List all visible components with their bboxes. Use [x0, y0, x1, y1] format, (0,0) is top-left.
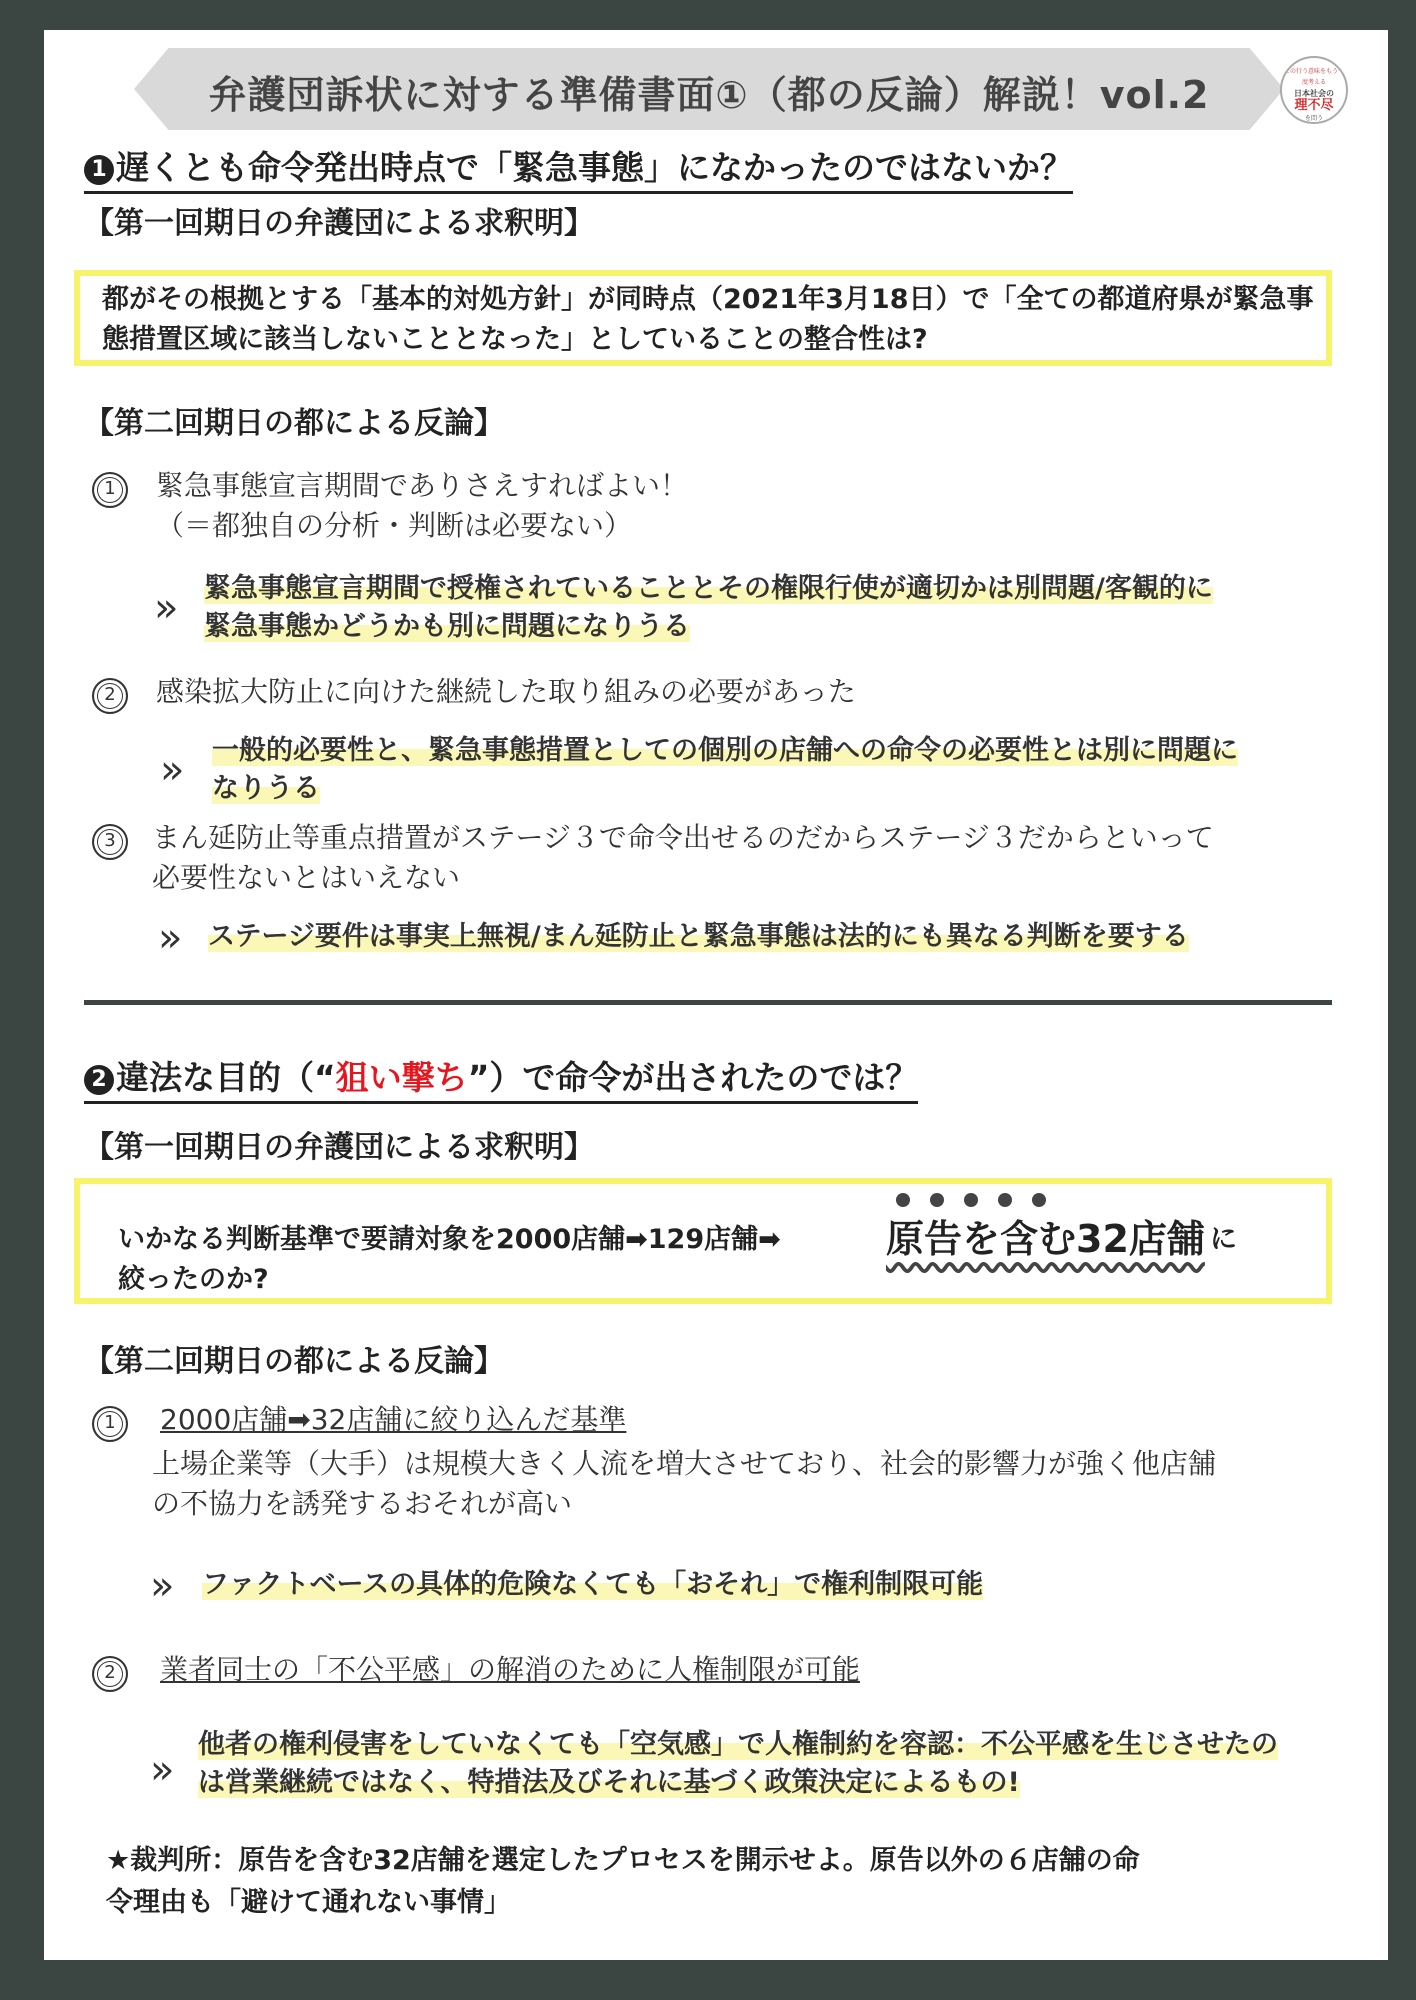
section1-request-label: 【第一回期日の弁護団による求釈明】 — [84, 206, 594, 241]
section1-point1-subtext: （＝都独自の分析・判断は必要ない） — [156, 509, 633, 542]
section1-request-text: 都がその根拠とする「基本的対処方針」が同時点（2021年3月18日）で「全ての都道府県が緊急事態措置区域に該当しないこととなった」としていることの整合性は? — [102, 284, 1314, 355]
chevron-right-icon: » — [158, 915, 175, 961]
comment-line: 一般的必要性と、緊急事態措置としての個別の店舗への命令の必要性とは別に問題に — [212, 735, 1238, 766]
section2-point1-text: 上場企業等（大手）は規模大きく人流を増大させており、社会的影響力が強く他店舗 — [152, 1447, 1217, 1480]
section-divider — [84, 1000, 1332, 1005]
logo-line: 日本社会の — [1294, 89, 1334, 98]
section1-heading — [84, 142, 1073, 194]
section2-request-tail: に — [1210, 1224, 1237, 1255]
request-text: いかなる判断基準で要請対象を2000店舗➡129店舗➡ — [118, 1224, 781, 1255]
court-note-line: ★裁判所：原告を含む32店舗を選定したプロセスを開示せよ。原告以外の６店舗の命 — [106, 1845, 1140, 1876]
point-number-circle: 3 — [92, 824, 128, 860]
logo-tagline: この行う意味をもう一度考える — [1283, 68, 1344, 86]
chevron-right-icon: » — [160, 747, 177, 793]
section2-heading-text: ”）で命令が出されたのでは？ — [467, 1058, 919, 1097]
chevron-right-icon: » — [150, 1747, 167, 1793]
section2-request-line2: 絞ったのか? — [118, 1264, 269, 1295]
section1-number: 1 — [84, 155, 114, 185]
comment-line: ファクトベースの具体的危険なくても「おそれ」で権利制限可能 — [202, 1569, 984, 1600]
section2-point1-title: 2000店舗➡32店舗に絞り込んだ基準 — [160, 1403, 627, 1436]
court-note — [106, 1840, 1140, 1924]
section1-point2-comment — [212, 732, 1238, 808]
section2-heading — [84, 1052, 918, 1104]
section2-point2-title: 業者同士の「不公平感」の解消のために人権制限が可能 — [160, 1653, 861, 1686]
comment-line: は営業継続ではなく、特措法及びそれに基づく政策決定によるもの! — [198, 1767, 1020, 1798]
section1-point1-comment — [204, 570, 1213, 646]
section2-number: 2 — [84, 1065, 114, 1095]
section1-request-box — [74, 270, 1332, 366]
point-number-circle: 1 — [92, 472, 128, 508]
section1-point1-text: 緊急事態宣言期間でありさえすればよい！ — [156, 469, 689, 502]
page-title: 弁護団訴状に対する準備書面①（都の反論）解説！vol.2 — [208, 73, 1210, 117]
section1-point3-text: まん延防止等重点措置がステージ３で命令出せるのだからステージ３だからといって — [152, 821, 1214, 854]
comment-line: ステージ要件は事実上無視/まん延防止と緊急事態は法的にも異なる判断を要する — [208, 921, 1189, 952]
logo-line: を問う — [1304, 115, 1323, 122]
point-number-circle: 2 — [92, 678, 128, 714]
section2-point2-comment — [198, 1726, 1278, 1802]
court-note-line: 令理由も「避けて通れない事情」 — [106, 1887, 511, 1918]
section2-request-emphasis: 原告を含む32店舗 — [886, 1217, 1205, 1261]
chevron-right-icon: » — [150, 1563, 167, 1609]
comment-line: なりうる — [212, 773, 320, 804]
section1-heading-text: 遅くとも命令発出時点で「緊急事態」になかったのではないか？ — [116, 148, 1073, 187]
section2-heading-emphasis: 狙い撃ち — [335, 1058, 468, 1097]
comment-line: 他者の権利侵害をしていなくても「空気感」で人権制約を容認：不公平感を生じさせたの — [198, 1729, 1278, 1760]
comment-line: 緊急事態かどうかも別に問題になりうる — [204, 611, 690, 642]
section1-rebuttal-label: 【第二回期日の都による反論】 — [84, 406, 504, 441]
section2-heading-text: 違法な目的（“ — [116, 1058, 336, 1097]
point-number-circle: 1 — [92, 1406, 128, 1442]
chevron-right-icon: » — [154, 585, 171, 631]
section1-point2-text: 感染拡大防止に向けた継続した取り組みの必要があった — [156, 675, 856, 708]
point-number-circle: 2 — [92, 1656, 128, 1692]
section2-request-label: 【第一回期日の弁護団による求釈明】 — [84, 1130, 594, 1165]
logo — [1280, 56, 1348, 124]
comment-line: 緊急事態宣言期間で授権されていることとその権限行使が適切かは別問題/客観的に — [204, 573, 1213, 604]
section2-rebuttal-label: 【第二回期日の都による反論】 — [84, 1344, 504, 1379]
section1-point3-subtext: 必要性ないとはいえない — [152, 861, 461, 894]
logo-main: 理不尽 — [1294, 98, 1334, 113]
page — [44, 30, 1388, 1960]
section2-request-line1 — [118, 1220, 781, 1260]
section2-point1-subtext: の不協力を誘発するおそれが高い — [152, 1487, 573, 1520]
section1-point3-comment — [208, 918, 1189, 956]
section2-point1-comment — [202, 1566, 983, 1604]
